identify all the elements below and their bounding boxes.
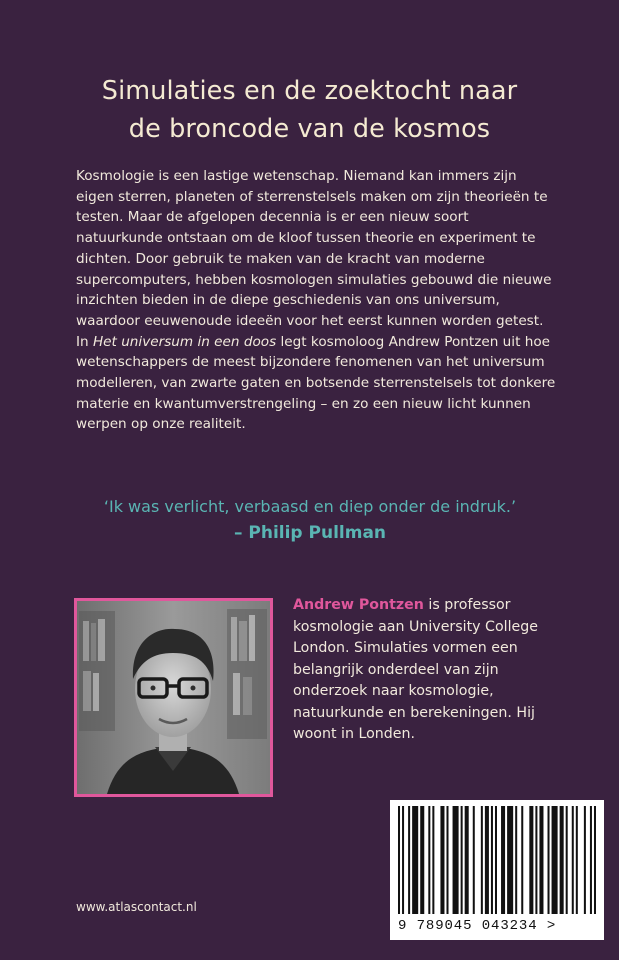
barcode-bar xyxy=(507,806,513,914)
barcode-bar xyxy=(402,806,404,914)
title-line-2: de broncode van de kosmos xyxy=(128,114,491,145)
barcode-bar xyxy=(412,806,418,914)
barcode-bar xyxy=(408,806,410,914)
barcode-bars xyxy=(398,806,596,914)
blurb xyxy=(76,166,556,435)
barcode-bar xyxy=(428,806,430,914)
barcode-bar xyxy=(453,806,459,914)
barcode-bar xyxy=(485,806,489,914)
isbn-number: 9 789045 043234 > xyxy=(398,918,557,934)
barcode-bar xyxy=(566,806,568,914)
barcode-bar xyxy=(584,806,586,914)
barcode-bar xyxy=(398,806,400,914)
quote-text: ‘Ik was verlicht, verbaasd en diep onder de indruk.’ xyxy=(103,497,517,516)
barcode-bar xyxy=(590,806,592,914)
quote-attribution: – Philip Pullman xyxy=(233,523,387,543)
barcode-bar xyxy=(420,806,424,914)
barcode-bar xyxy=(461,806,463,914)
barcode-bar xyxy=(521,806,523,914)
endorsement-quote xyxy=(40,494,580,546)
barcode-bar xyxy=(572,806,574,914)
author-portrait-illustration xyxy=(77,601,270,794)
barcode-bar xyxy=(432,806,434,914)
blurb-paragraph-2-prefix: In xyxy=(76,333,93,350)
barcode-bar xyxy=(576,806,578,914)
barcode-bar xyxy=(515,806,517,914)
barcode-bar xyxy=(548,806,550,914)
title-line-1: Simulaties en de zoektocht naar xyxy=(101,76,518,107)
author-bio xyxy=(293,595,573,746)
barcode-bar xyxy=(495,806,497,914)
barcode-bar xyxy=(491,806,493,914)
barcode-bar xyxy=(446,806,448,914)
barcode-bar xyxy=(481,806,483,914)
barcode-bar xyxy=(560,806,564,914)
barcode-bar xyxy=(552,806,558,914)
author-bio-text: is professor kosmologie aan University College London. Simulaties vormen een belangrijk onderdeel van zijn onderzoek naar kosmologie, natuurkunde en berekeningen. Hij woont in Londen. xyxy=(293,597,538,742)
barcode-bar xyxy=(465,806,469,914)
isbn-barcode xyxy=(390,800,604,940)
barcode-bar xyxy=(535,806,537,914)
blurb-paragraph-2 xyxy=(76,332,556,436)
barcode-bar xyxy=(440,806,444,914)
barcode-bar xyxy=(529,806,533,914)
blurb-paragraph-2-rest: legt kosmoloog Andrew Pontzen uit hoe wetenschappers de meest bijzondere fenomenen van het universum modelleren, van zwarte gaten en botsende sterrenstelsels tot donkere materie en kwantumverstrengeling – en zo een nieuw licht kunnen werpen op onze realiteit. xyxy=(76,333,556,433)
publisher-website: www.atlascontact.nl xyxy=(76,900,197,914)
barcode-bar xyxy=(594,806,596,914)
barcode-bar xyxy=(501,806,505,914)
barcode-bar xyxy=(539,806,543,914)
cover-title xyxy=(30,72,589,148)
author-name: Andrew Pontzen xyxy=(293,597,424,613)
author-photo xyxy=(74,598,273,797)
barcode-bar xyxy=(473,806,475,914)
blurb-paragraph-1: Kosmologie is een lastige wetenschap. Niemand kan immers zijn eigen sterren, planeten of sterrenstelsels maken om zijn theorieën te testen. Maar de afgelopen decennia is er een nieuw soort natuurkunde ontstaan om de kloof tussen theorie en experiment te dichten. Door gebruik te maken van de kracht van moderne supercomputers, hebben kosmologen simulaties gebouwd die nieuwe inzichten bieden in de diepe geschiedenis van ons universum, waardoor eeuwenoude ideeën voor het eerst kunnen worden getest. xyxy=(76,168,552,329)
book-title-italic: Het universum in een doos xyxy=(92,333,277,350)
